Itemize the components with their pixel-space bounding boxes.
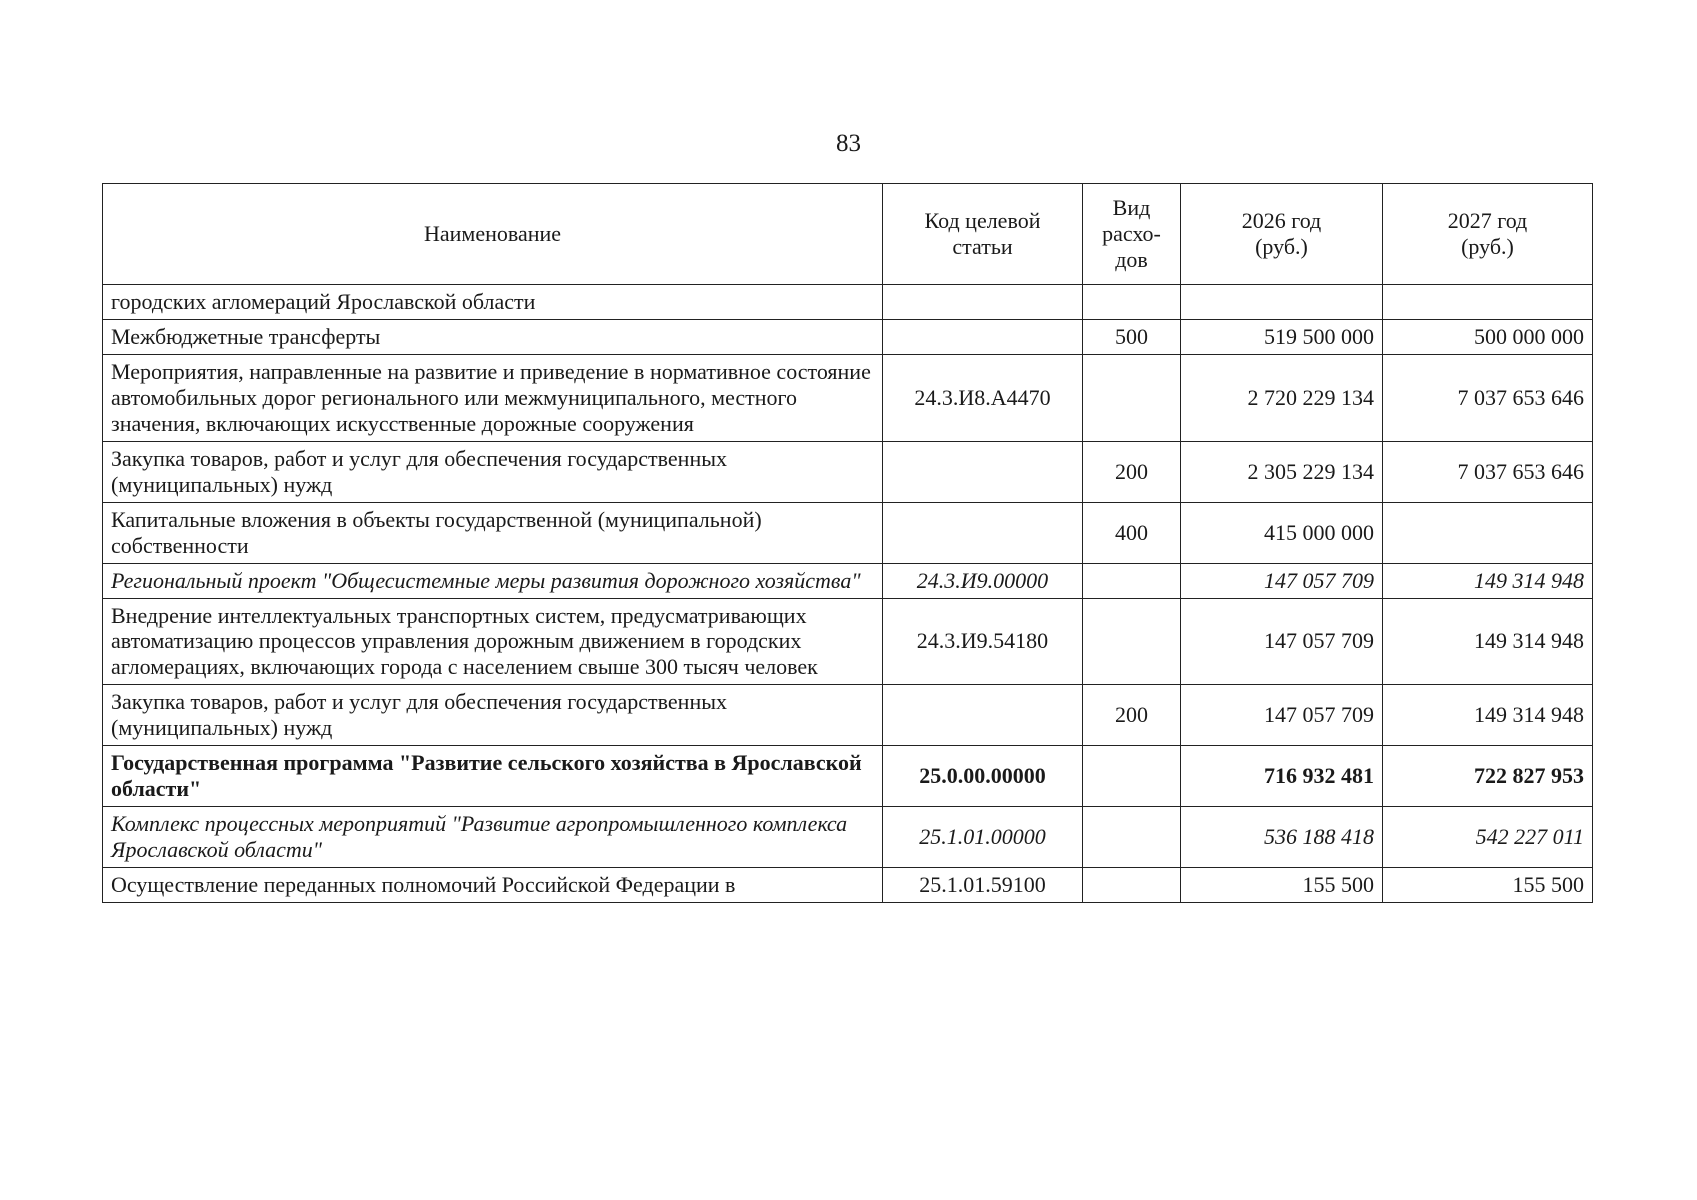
table-row <box>103 441 1593 502</box>
cell-2027: 7 037 653 646 <box>1383 354 1593 441</box>
header-2026-line: 2026 год <box>1241 208 1322 234</box>
page-number: 83 <box>836 130 861 157</box>
cell-code <box>883 319 1083 354</box>
cell-name: городских агломераций Ярославской области <box>103 285 883 320</box>
cell-2026: 155 500 <box>1181 868 1383 903</box>
table-row <box>103 598 1593 685</box>
cell-2026: 147 057 709 <box>1181 598 1383 685</box>
cell-2027: 149 314 948 <box>1383 598 1593 685</box>
header-name: Наименование <box>103 184 883 285</box>
budget-table <box>102 183 1593 903</box>
header-2027-line: (руб.) <box>1461 234 1514 259</box>
cell-2027: 149 314 948 <box>1383 685 1593 746</box>
header-kind-line: дов <box>1115 246 1148 272</box>
cell-2026: 415 000 000 <box>1181 502 1383 563</box>
cell-kind <box>1083 807 1181 868</box>
cell-name: Закупка товаров, работ и услуг для обеспечения государственных (муниципальных) нужд <box>103 685 883 746</box>
cell-kind <box>1083 868 1181 903</box>
cell-code <box>883 685 1083 746</box>
table-row <box>103 746 1593 807</box>
table-row <box>103 319 1593 354</box>
cell-2027: 7 037 653 646 <box>1383 441 1593 502</box>
table-header-row <box>103 184 1593 285</box>
cell-2026: 147 057 709 <box>1181 563 1383 598</box>
cell-code: 25.1.01.59100 <box>883 868 1083 903</box>
header-code-line: статьи <box>952 234 1013 259</box>
cell-kind: 400 <box>1083 502 1181 563</box>
cell-code <box>883 285 1083 320</box>
header-2026-line: (руб.) <box>1255 234 1308 259</box>
table-row <box>103 563 1593 598</box>
cell-name: Осуществление переданных полномочий Российской Федерации в <box>103 868 883 903</box>
cell-kind <box>1083 598 1181 685</box>
cell-name: Государственная программа "Развитие сельского хозяйства в Ярославской области" <box>103 746 883 807</box>
cell-2027: 155 500 <box>1383 868 1593 903</box>
cell-name: Межбюджетные трансферты <box>103 319 883 354</box>
cell-2026: 2 305 229 134 <box>1181 441 1383 502</box>
cell-2027: 149 314 948 <box>1383 563 1593 598</box>
cell-kind <box>1083 354 1181 441</box>
cell-code: 25.0.00.00000 <box>883 746 1083 807</box>
cell-2027: 500 000 000 <box>1383 319 1593 354</box>
cell-2027 <box>1383 502 1593 563</box>
cell-code <box>883 441 1083 502</box>
cell-name: Внедрение интеллектуальных транспортных систем, предусматривающих автоматизацию процессов управления дорожным движением в городских агломерациях, включающих города с населением свыше 300 тысяч человек <box>103 598 883 685</box>
header-code <box>883 184 1083 285</box>
cell-kind <box>1083 746 1181 807</box>
table-row <box>103 807 1593 868</box>
cell-2027: 542 227 011 <box>1383 807 1593 868</box>
cell-name: Региональный проект "Общесистемные меры развития дорожного хозяйства" <box>103 563 883 598</box>
header-2027 <box>1383 184 1593 285</box>
cell-2026: 716 932 481 <box>1181 746 1383 807</box>
header-code-line: Код целевой <box>924 208 1041 234</box>
cell-kind: 500 <box>1083 319 1181 354</box>
header-kind-line: Вид <box>1112 195 1151 221</box>
table-row <box>103 685 1593 746</box>
cell-kind: 200 <box>1083 441 1181 502</box>
table-row <box>103 285 1593 320</box>
cell-2027 <box>1383 285 1593 320</box>
cell-code <box>883 502 1083 563</box>
cell-name: Мероприятия, направленные на развитие и приведение в нормативное состояние автомобильных дорог регионального или межмуниципального, местного значения, включающих искусственные дорожные сооружения <box>103 354 883 441</box>
cell-2026 <box>1181 285 1383 320</box>
cell-code: 24.3.И9.54180 <box>883 598 1083 685</box>
cell-2026: 519 500 000 <box>1181 319 1383 354</box>
cell-name: Закупка товаров, работ и услуг для обеспечения государственных (муниципальных) нужд <box>103 441 883 502</box>
table-row <box>103 354 1593 441</box>
cell-2027: 722 827 953 <box>1383 746 1593 807</box>
header-2027-line: 2027 год <box>1447 208 1528 234</box>
cell-code: 25.1.01.00000 <box>883 807 1083 868</box>
table-row <box>103 502 1593 563</box>
cell-name: Комплекс процессных мероприятий "Развитие агропромышленного комплекса Ярославской области" <box>103 807 883 868</box>
table-row <box>103 868 1593 903</box>
cell-2026: 2 720 229 134 <box>1181 354 1383 441</box>
cell-2026: 536 188 418 <box>1181 807 1383 868</box>
cell-code: 24.3.И9.00000 <box>883 563 1083 598</box>
cell-name: Капитальные вложения в объекты государственной (муниципальной) собственности <box>103 502 883 563</box>
header-kind-line: расхо- <box>1102 221 1161 247</box>
cell-kind <box>1083 563 1181 598</box>
cell-kind: 200 <box>1083 685 1181 746</box>
header-2026 <box>1181 184 1383 285</box>
header-kind <box>1083 184 1181 285</box>
cell-2026: 147 057 709 <box>1181 685 1383 746</box>
cell-kind <box>1083 285 1181 320</box>
cell-code: 24.3.И8.А4470 <box>883 354 1083 441</box>
